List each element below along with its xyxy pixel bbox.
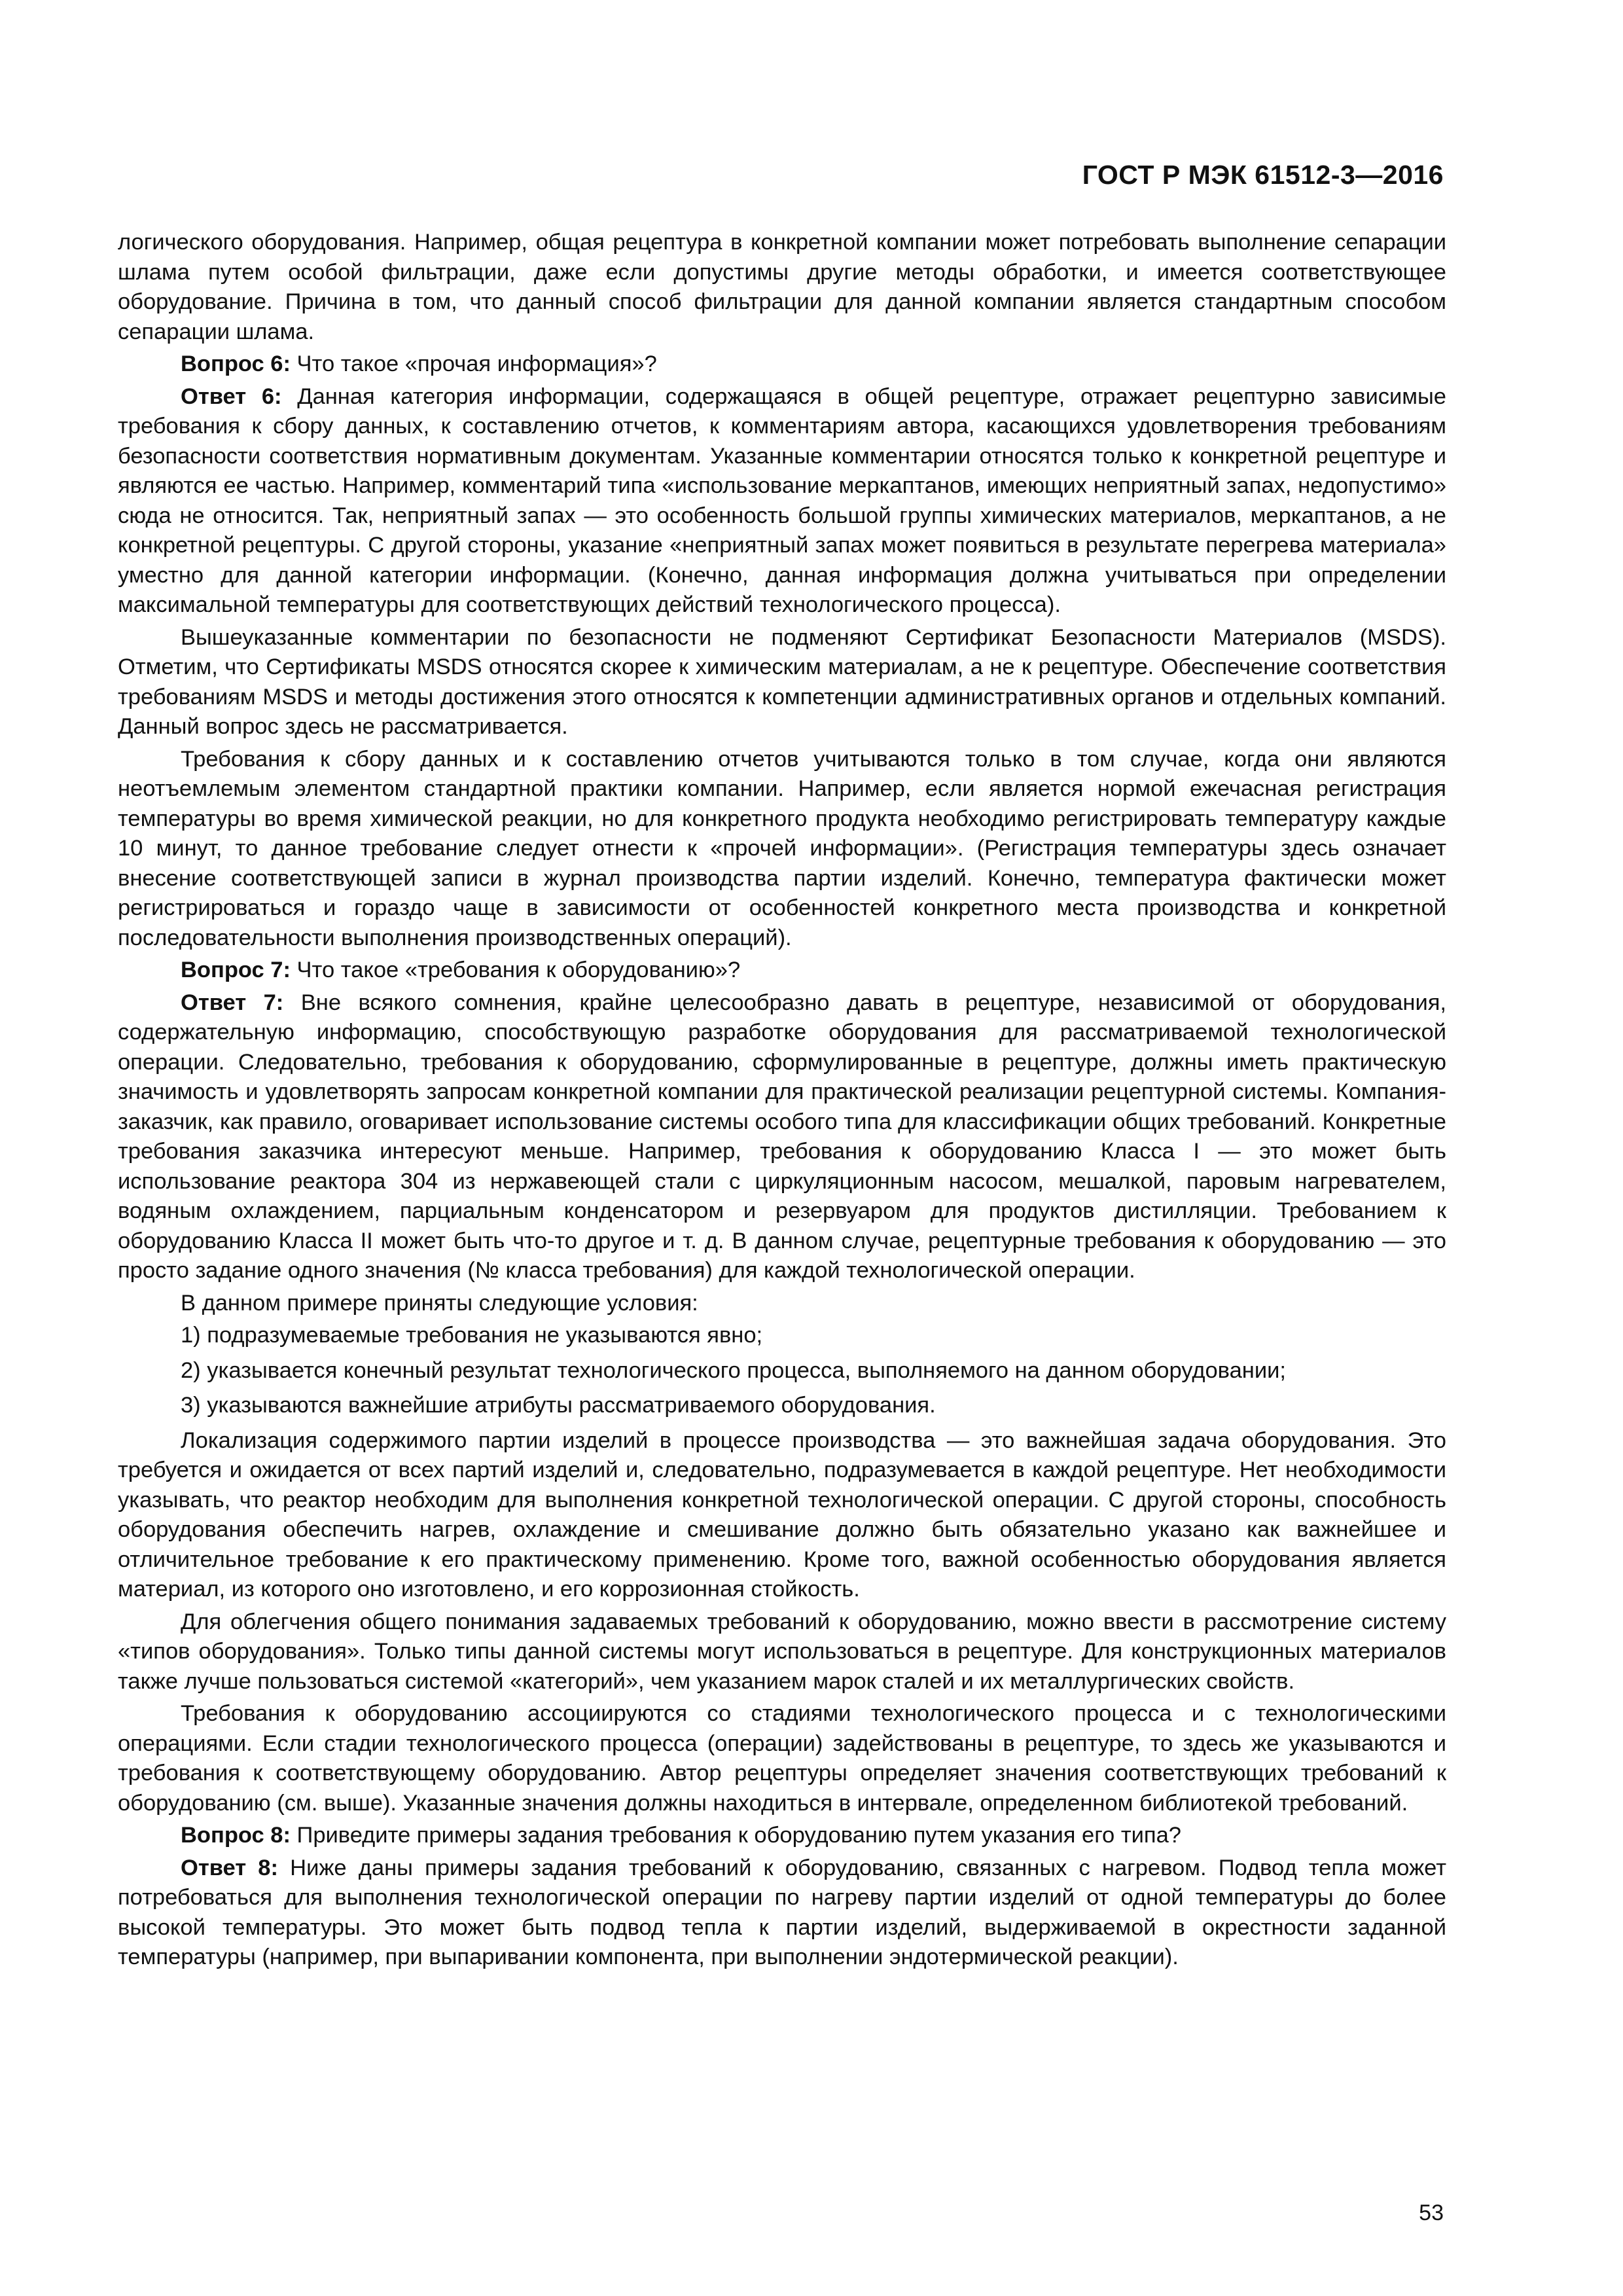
- question-7-text: Что такое «требования к оборудованию»?: [290, 958, 741, 982]
- answer-7: [118, 988, 1446, 1286]
- list-item: 2) указывается конечный результат технологического процесса, выполняемого на данном оборудовании;: [181, 1357, 1286, 1383]
- question-6: [118, 350, 1446, 380]
- paragraph-continuation: логического оборудования. Например, общая рецептура в конкретной компании может потребовать выполнение сепарации шлама путем особой фильтрации, даже если допустимы другие методы обработки, и имеется соответствующее оборудование. Причина в том, что данный способ фильтрации для данной компании является стандартным способом сепарации шлама.: [118, 230, 1446, 344]
- answer-8-text: Ниже даны примеры задания требований к оборудованию, связанных с нагревом. Подвод тепла может потребоваться для выполнения технологической операции по нагреву партии изделий от одной температуры до более высокой температуры. Это может быть подвод тепла к партии изделий, выдерживаемой в окрестности заданной температуры (например, при выпаривании компонента, при выполнении эндотермической реакции).: [118, 1855, 1446, 1969]
- paragraph-data-collection: Требования к сбору данных и к составлению отчетов учитываются только в том случае, когда они являются неотъемлемым элементом стандартной практики компании. Например, если является нормой ежечасная регистрация температуры во время химической реакции, но для конкретного продукта необходимо регистрировать температуру каждые 10 минут, то данное требование следует отнести к «прочей информации». (Регистрация температуры здесь означает внесение соответствующей записи в журнал производства партии изделий. Конечно, температура фактически может регистрироваться и гораздо чаще в зависимости от особенностей конкретного места производства и конкретной последовательности выполнения производственных операций).: [118, 746, 1446, 950]
- list-item: 1) подразумеваемые требования не указываются явно;: [181, 1323, 763, 1348]
- answer-8-label: Ответ 8:: [181, 1855, 278, 1880]
- question-6-text: Что такое «прочая информация»?: [290, 351, 657, 376]
- question-8: [118, 1821, 1446, 1851]
- answer-7-label: Ответ 7:: [181, 990, 284, 1015]
- document-body: [118, 228, 1446, 1975]
- answer-6: [118, 382, 1446, 620]
- question-8-label: Вопрос 8:: [181, 1823, 291, 1848]
- answer-8: [118, 1854, 1446, 1973]
- document-header: ГОСТ Р МЭК 61512-3—2016: [1082, 160, 1444, 190]
- paragraph-localization: Локализация содержимого партии изделий в процессе производства — это важнейшая задача оборудования. Это требуется и ожидается от всех партий изделий и, следовательно, подразумевается в каждой рецептуре. Нет необходимости указывать, что реактор необходим для выполнения конкретной технологической операции. С другой стороны, способность оборудования обеспечить нагрев, охлаждение и смешивание должно быть обязательно указано как важнейшее и отличительное требование к его практическому применению. Кроме того, важной особенностью оборудования является материал, из которого оно изготовлено, и его коррозионная стойкость.: [118, 1427, 1446, 1602]
- answer-6-text: Данная категория информации, содержащаяся в общей рецептуре, отражает рецептурно зависимые требования к сбору данных, к составлению отчетов, к комментариям автора, касающихся удовлетворения требованиям безопасности соответствия нормативным документам. Указанные комментарии относятся только к конкретной рецептуре и являются ее частью. Например, комментарий типа «использование меркаптанов, имеющих неприятный запах, недопустимо» сюда не относится. Так, неприятный запах — это особенность большой группы химических материалов, меркаптанов, а не конкретной рецептуры. С другой стороны, указание «неприятный запах может появиться в результате перегрева материала» уместно для данной категории информации. (Конечно, данная информация должна учитываться при определении максимальной температуры для соответствующих действий технологического процесса).: [118, 384, 1446, 617]
- question-7: [118, 956, 1446, 986]
- page-number: 53: [1419, 2200, 1444, 2225]
- question-7-label: Вопрос 7:: [181, 958, 291, 982]
- list-item: 3) указываются важнейшие атрибуты рассматриваемого оборудования.: [181, 1393, 936, 1418]
- paragraph-equipment-requirements: Требования к оборудованию ассоциируются со стадиями технологического процесса и с технологическими операциями. Если стадии технологического процесса (операции) задействованы в рецептуре, то здесь же указываются и требования к соответствующему оборудованию. Автор рецептуры определяет значения соответствующих требований к оборудованию (см. выше). Указанные значения должны находиться в интервале, определенном библиотекой требований.: [118, 1701, 1446, 1816]
- paragraph-conditions: В данном примере приняты следующие условия:: [181, 1290, 698, 1316]
- question-6-label: Вопрос 6:: [181, 351, 291, 376]
- answer-6-label: Ответ 6:: [181, 384, 282, 409]
- question-8-text: Приведите примеры задания требования к оборудованию путем указания его типа?: [290, 1823, 1181, 1848]
- paragraph-msds: Вышеуказанные комментарии по безопасности не подменяют Сертификат Безопасности Материалов (MSDS). Отметим, что Сертификаты MSDS относятся скорее к химическим материалам, а не к рецептуре. Обеспечение соответствия требованиям MSDS и методы достижения этого относятся к компетенции административных органов и отдельных компаний. Данный вопрос здесь не рассматривается.: [118, 624, 1446, 739]
- answer-7-text: Вне всякого сомнения, крайне целесообразно давать в рецептуре, независимой от оборудования, содержательную информацию, способствующую разработке оборудования для рассматриваемой технологической операции. Следовательно, требования к оборудованию, сформулированные в рецептуре, должны иметь практическую значимость и удовлетворять запросам конкретной компании для практической реализации рецептурной системы. Компания-заказчик, как правило, оговаривает использование системы особого типа для классификации общих требований. Конкретные требования заказчика интересуют меньше. Например, требования к оборудованию Класса I — это может быть использование реактора 304 из нержавеющей стали с циркуляционным насосом, мешалкой, паровым нагревателем, водяным охлаждением, парциальным конденсатором и резервуаром для продуктов дистилляции. Требованием к оборудованию Класса II может быть что-то другое и т. д. В данном случае, рецептурные требования к оборудованию — это просто задание одного значения (№ класса требования) для каждой технологической операции.: [118, 990, 1446, 1283]
- paragraph-equipment-types: Для облегчения общего понимания задаваемых требований к оборудованию, можно ввести в рассмотрение систему «типов оборудования». Только типы данной системы могут использоваться в рецептуре. Для конструкционных материалов также лучше пользоваться системой «категорий», чем указанием марок сталей и их металлургических свойств.: [118, 1609, 1446, 1694]
